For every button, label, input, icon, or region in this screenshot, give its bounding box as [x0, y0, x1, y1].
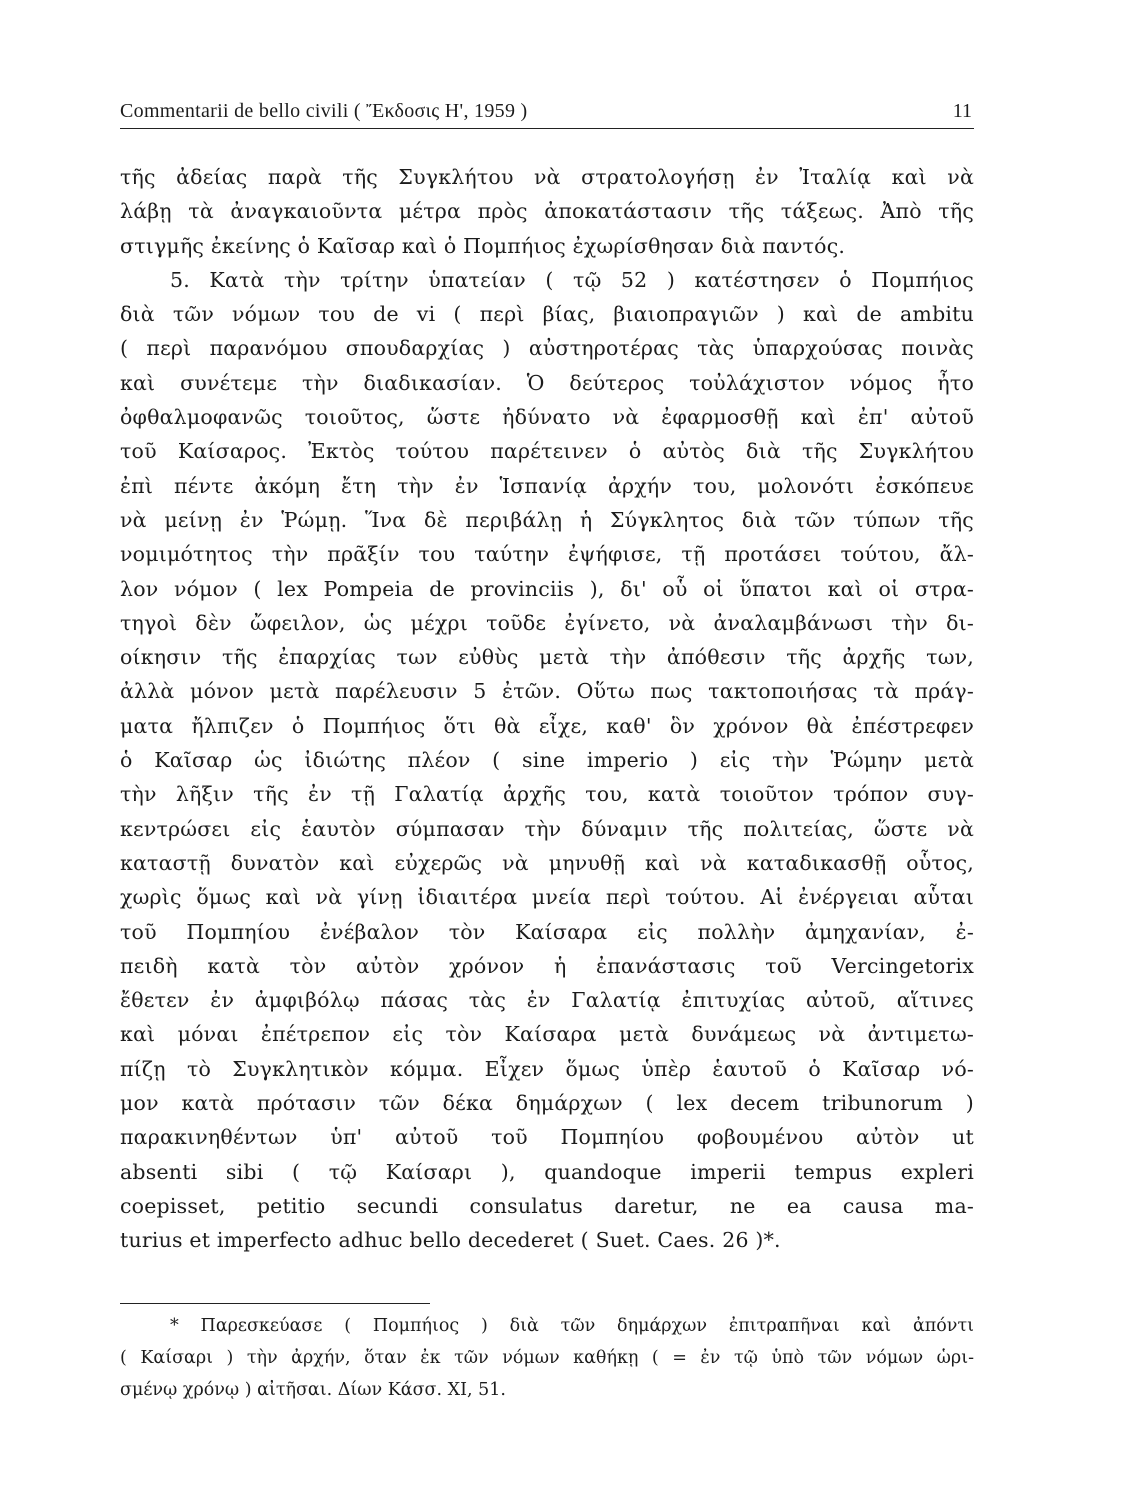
footnote-line: ( Καίσαρι ) τὴν ἀρχήν, ὅταν ἐκ τῶν νόμων καθήκῃ ( = ἐν τῷ ὑπὸ τῶν νόμων ὡρι-	[120, 1348, 974, 1368]
text-line: πειδὴ κατὰ τὸν αὐτὸν χρόνον ἡ ἐπανάστασις τοῦ Vercingetorix	[120, 953, 974, 978]
text-line: 5. Κατὰ τὴν τρίτην ὑπατείαν ( τῷ 52 ) κατέστησεν ὁ Πομπήιος	[170, 267, 974, 292]
text-line: ( περὶ παρανόμου σπουδαρχίας ) αὐστηροτέρας τὰς ὑπαρχούσας ποινὰς	[120, 336, 974, 361]
text-line: νομιμότητος τὴν πρᾶξίν του ταύτην ἐψήφισε, τῇ προτάσει τούτου, ἄλ-	[120, 542, 974, 567]
text-line: παρακινηθέντων ὑπ' αὐτοῦ τοῦ Πομπηίου φοβουμένου αὐτὸν ut	[120, 1125, 974, 1150]
text-line: νὰ μείνῃ ἐν Ῥώμῃ. Ἵνα δὲ περιβάλῃ ἡ Σύγκλητος διὰ τῶν τύπων τῆς	[120, 507, 974, 532]
text-line: ματα ἤλπιζεν ὁ Πομπήιος ὅτι θὰ εἶχε, καθ' ὃν χρόνον θὰ ἐπέστρεφεν	[120, 713, 974, 738]
text-line: λάβῃ τὰ ἀναγκαιοῦντα μέτρα πρὸς ἀποκατάστασιν τῆς τάξεως. Ἀπὸ τῆς	[120, 199, 974, 224]
text-line: καὶ μόναι ἐπέτρεπον εἰς τὸν Καίσαρα μετὰ δυνάμεως νὰ ἀντιμετω-	[120, 1022, 974, 1047]
text-line: τὴν λῆξιν τῆς ἐν τῇ Γαλατίᾳ ἀρχῆς του, κατὰ τοιοῦτον τρόπον συγ-	[120, 782, 974, 807]
text-line: ὀφθαλμοφανῶς τοιοῦτος, ὥστε ἠδύνατο νὰ ἐφαρμοσθῇ καὶ ἐπ' αὐτοῦ	[120, 405, 974, 430]
text-line: τηγοὶ δὲν ὤφειλον, ὡς μέχρι τοῦδε ἐγίνετο, νὰ ἀναλαμβάνωσι τὴν δι-	[120, 610, 974, 635]
text-line: στιγμῆς ἐκείνης ὁ Καῖσαρ καὶ ὁ Πομπήιος ἐχωρίσθησαν διὰ παντός.	[120, 233, 846, 258]
text-line: καὶ συνέτεμε τὴν διαδικασίαν. Ὁ δεύτερος τοὐλάχιστον νόμος ἦτο	[120, 370, 974, 395]
text-line: absenti sibi ( τῷ Καίσαρι ), quandoque imperii tempus expleri	[120, 1159, 974, 1184]
main-text	[120, 160, 974, 1258]
footnote-line: σμένῳ χρόνῳ ) αἰτῆσαι. Δίων Κάσσ. XI, 51.	[120, 1380, 506, 1400]
text-line: coepisset, petitio secundi consulatus daretur, ne ea causa ma-	[120, 1193, 974, 1218]
text-line: οίκησιν τῆς ἐπαρχίας των εὐθὺς μετὰ τὴν ἀπόθεσιν τῆς ἀρχῆς των,	[120, 645, 974, 670]
text-line: λον νόμον ( lex Pompeia de provinciis ), δι' οὗ οἱ ὕπατοι καὶ οἱ στρα-	[120, 576, 974, 601]
text-line: χωρὶς ὅμως καὶ νὰ γίνῃ ἰδιαιτέρα μνεία περὶ τούτου. Αἱ ἐνέργειαι αὗται	[120, 885, 974, 910]
text-line: ἐπὶ πέντε ἀκόμη ἔτη τὴν ἐν Ἱσπανίᾳ ἀρχήν του, μολονότι ἐσκόπευε	[120, 473, 974, 498]
footnote	[120, 1310, 974, 1406]
text-line: πίζῃ τὸ Συγκλητικὸν κόμμα. Εἶχεν ὅμως ὑπὲρ ἑαυτοῦ ὁ Καῖσαρ νό-	[120, 1056, 974, 1081]
text-line: διὰ τῶν νόμων του de vi ( περὶ βίας, βιαιοπραγιῶν ) καὶ de ambitu	[120, 302, 974, 327]
text-line: τοῦ Καίσαρος. Ἐκτὸς τούτου παρέτεινεν ὁ αὐτὸς διὰ τῆς Συγκλήτου	[120, 439, 974, 464]
footnote-divider	[120, 1303, 430, 1304]
footnote-line: * Παρεσκεύασε ( Πομπήιος ) διὰ τῶν δημάρχων ἐπιτραπῆναι καὶ ἀπόντι	[170, 1316, 974, 1336]
text-line: μον κατὰ πρότασιν τῶν δέκα δημάρχων ( lex decem tribunorum )	[120, 1091, 974, 1116]
text-line: τοῦ Πομπηίου ἐνέβαλον τὸν Καίσαρα εἰς πολλὴν ἀμηχανίαν, ἐ-	[120, 919, 974, 944]
text-line: καταστῇ δυνατὸν καὶ εὐχερῶς νὰ μηνυθῇ καὶ νὰ καταδικασθῇ οὗτος,	[120, 850, 974, 875]
running-title: Commentarii de bello civili ( Ἔκδοσις Η', 1959 )	[120, 100, 528, 122]
text-line: ἔθετεν ἐν ἀμφιβόλῳ πάσας τὰς ἐν Γαλατίᾳ ἐπιτυχίας αὐτοῦ, αἵτινες	[120, 988, 974, 1013]
text-line: ἀλλὰ μόνον μετὰ παρέλευσιν 5 ἐτῶν. Οὕτω πως τακτοποιήσας τὰ πράγ-	[120, 679, 974, 704]
page-number: 11	[952, 100, 972, 122]
text-line: ὁ Καῖσαρ ὡς ἰδιώτης πλέον ( sine imperio ) εἰς τὴν Ῥώμην μετὰ	[120, 748, 974, 773]
page-header	[120, 98, 974, 129]
text-line: τῆς ἀδείας παρὰ τῆς Συγκλήτου νὰ στρατολογήσῃ ἐν Ἰταλίᾳ καὶ νὰ	[120, 165, 974, 189]
text-line: κεντρώσει εἰς ἑαυτὸν σύμπασαν τὴν δύναμιν τῆς πολιτείας, ὥστε νὰ	[120, 816, 974, 841]
text-line: turius et imperfecto adhuc bello decederet ( Suet. Caes. 26 )*.	[120, 1228, 781, 1253]
